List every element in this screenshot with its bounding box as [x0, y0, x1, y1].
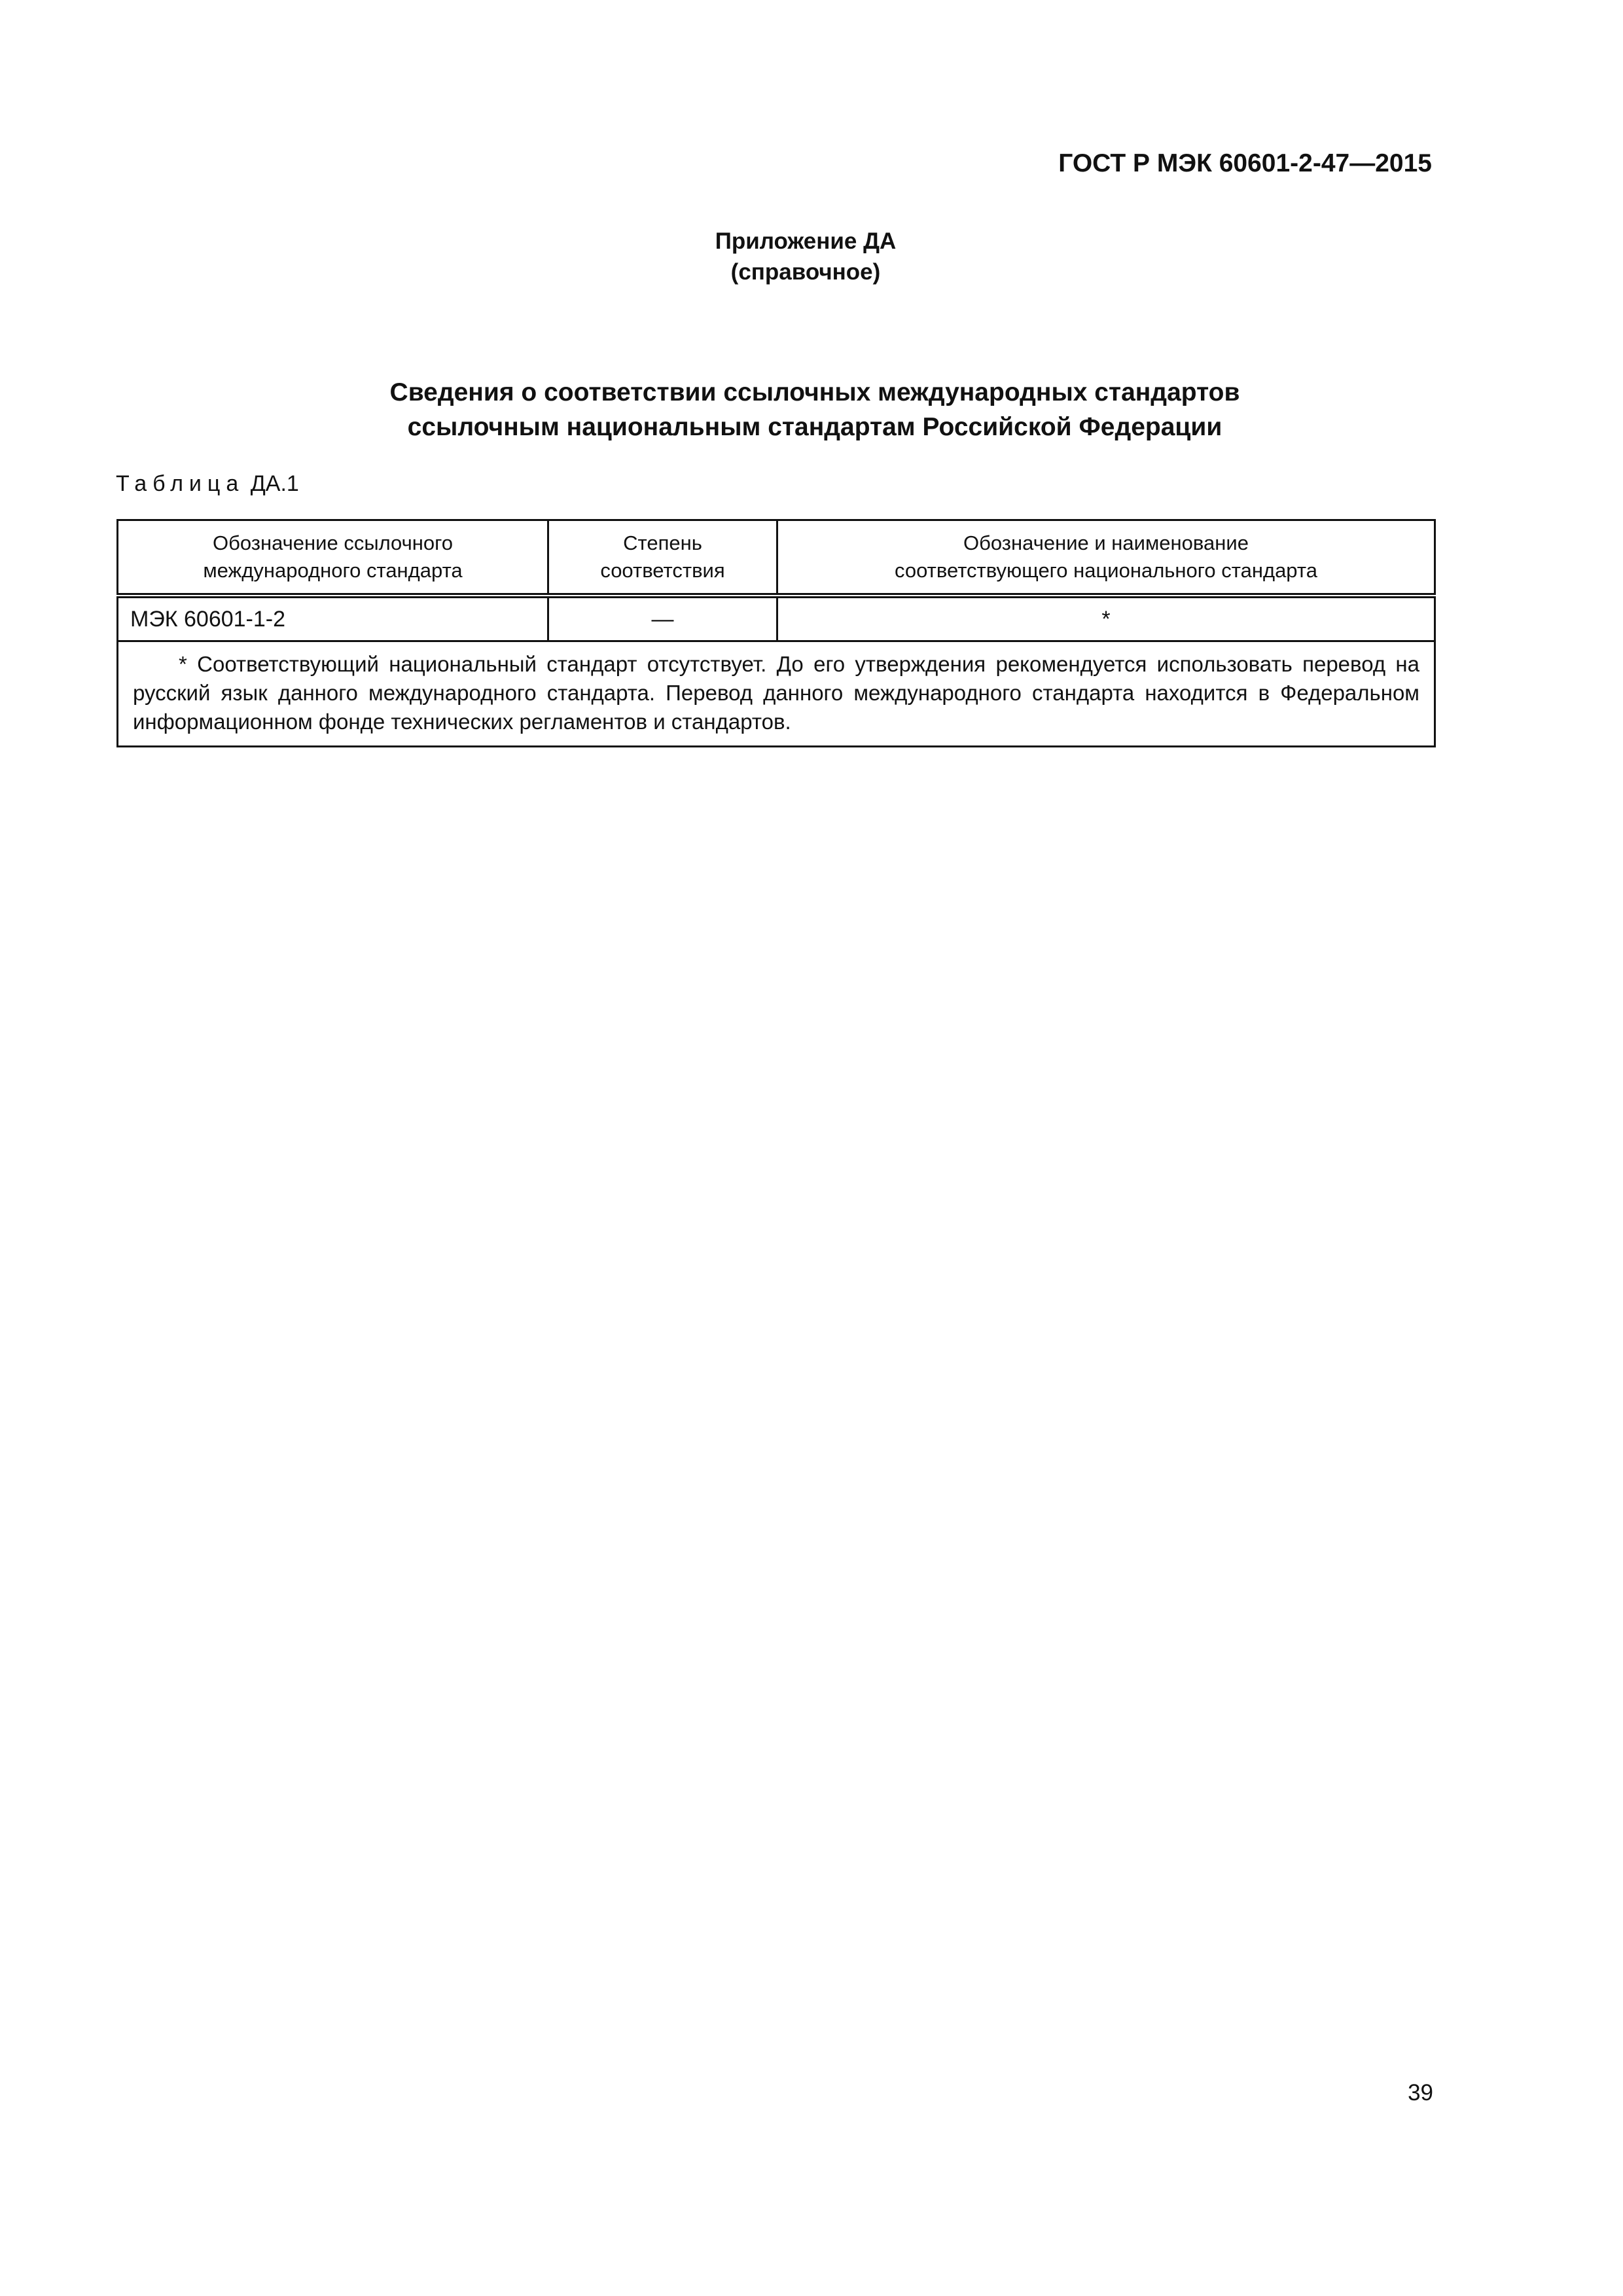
table-footnote-row — [118, 641, 1435, 747]
table-caption-word: Таблица — [116, 471, 245, 496]
table-caption — [116, 471, 299, 497]
document-code: ГОСТ Р МЭК 60601-2-47—2015 — [1058, 149, 1432, 177]
table-footnote-cell — [118, 641, 1435, 747]
table-footnote: * Соответствующий национальный стандарт отсутствует. До его утверждения рекомендуется использовать перевод на русский язык данного международного стандарта. Перевод данного международного стандарта находится в Федеральном информационном фонде технических регламентов и стандартов. — [133, 652, 1419, 734]
section-title — [3, 375, 1623, 444]
table-header-row — [118, 520, 1435, 596]
correspondence-table-wrapper — [116, 519, 1434, 747]
header-international-standard-line-2: международного стандарта — [203, 559, 463, 582]
cell-national: * — [777, 596, 1435, 641]
appendix-heading — [0, 226, 1617, 287]
header-international-standard — [118, 520, 548, 596]
cell-designation: МЭК 60601-1-2 — [118, 596, 548, 641]
header-national-standard — [777, 520, 1435, 596]
appendix-title: Приложение ДА — [715, 228, 897, 254]
appendix-type: (справочное) — [730, 259, 881, 285]
table-caption-number: ДА.1 — [250, 471, 299, 496]
section-title-line-1: Сведения о соответствии ссылочных международных стандартов — [389, 378, 1240, 406]
header-international-standard-line-1: Обозначение ссылочного — [213, 531, 453, 554]
page-number: 39 — [1408, 2080, 1433, 2106]
section-title-line-2: ссылочным национальным стандартам Российской Федерации — [407, 413, 1222, 441]
header-national-standard-line-1: Обозначение и наименование — [963, 531, 1249, 554]
correspondence-table — [116, 519, 1436, 747]
cell-degree: — — [548, 596, 777, 641]
table-row — [118, 596, 1435, 641]
header-degree-line-2: соответствия — [600, 559, 725, 582]
header-national-standard-line-2: соответствующего национального стандарта — [895, 559, 1317, 582]
header-degree — [548, 520, 777, 596]
header-degree-line-1: Степень — [623, 531, 702, 554]
